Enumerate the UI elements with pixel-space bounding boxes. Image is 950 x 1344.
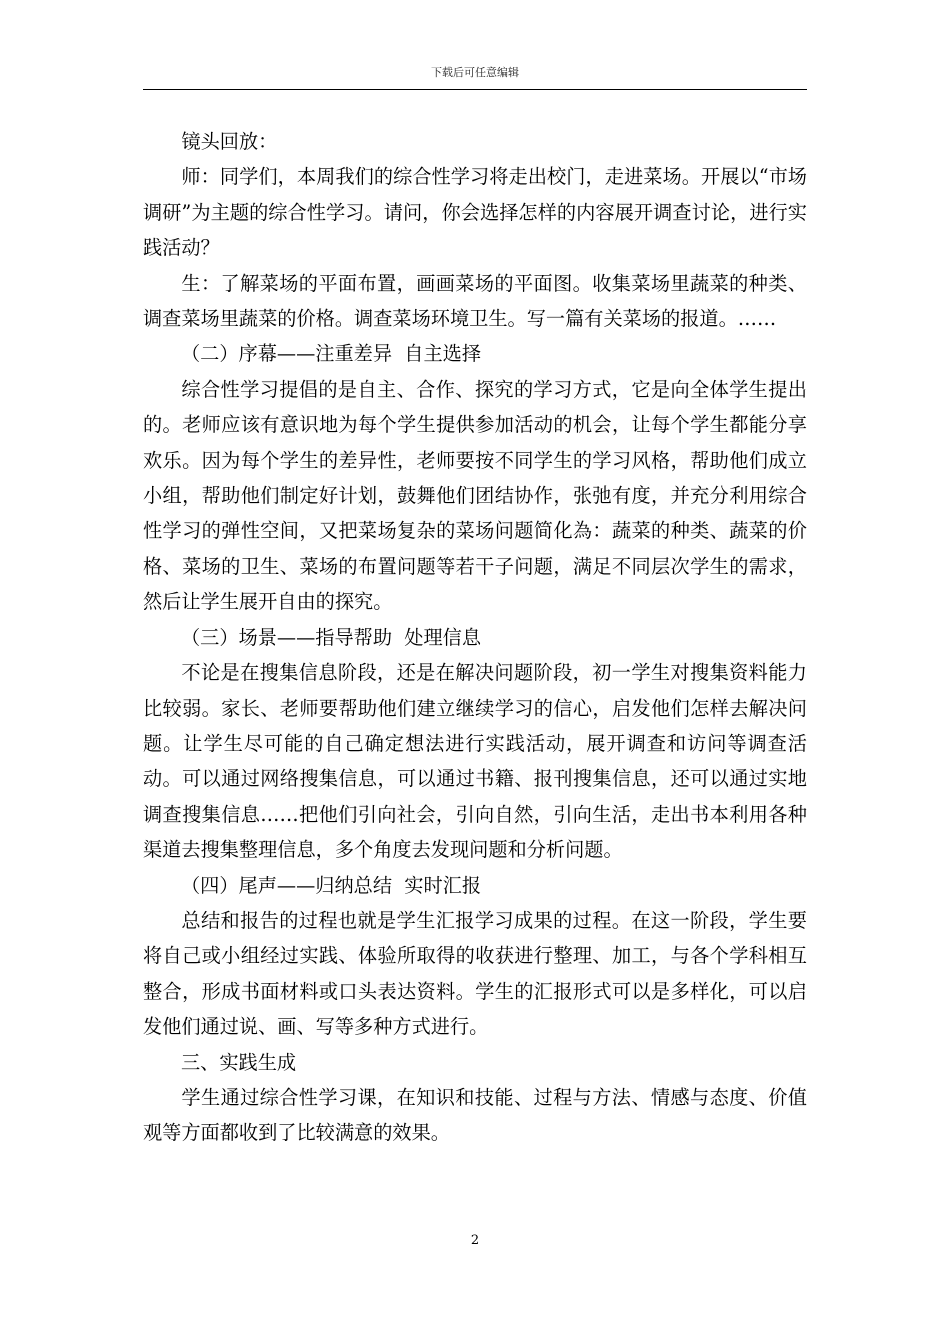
paragraph-practice: 学生通过综合性学习课，在知识和技能、过程与方法、情感与态度、价值观等方面都收到了比较满意的效果。 xyxy=(143,1085,807,1145)
page-number: 2 xyxy=(470,1233,480,1248)
paragraph-ending: 总结和报告的过程也就是学生汇报学习成果的过程。在这一阶段，学生要将自己或小组经过实践、体验所取得的收获进行整理、加工，与各个学科相互整合，形成书面材料或口头表达资料。学生的汇报形式可以是多样化，可以启发他们通过说、画、写等多种方式进行。 xyxy=(143,908,807,1039)
page-header: 下载后可任意编辑 xyxy=(431,66,519,79)
paragraph-student-answer: 生：了解菜场的平面布置，画画菜场的平面图。收集菜场里蔬菜的种类、调查菜场里蔬菜的价格。调查菜场环境卫生。写一篇有关菜场的报道。…… xyxy=(143,271,807,331)
document-body xyxy=(143,124,807,1151)
section-heading-practice: 三、实践生成 xyxy=(181,1050,297,1074)
paragraph-replay-label: 镜头回放： xyxy=(181,130,278,153)
paragraph-scene: 不论是在搜集信息阶段，还是在解决问题阶段，初一学生对搜集资料能力比较弱。家长、老师要帮助他们建立继续学习的信心，启发他们怎样去解决问题。让学生尽可能的自己确定想法进行实践活动，展开调查和访问等调查活动。可以通过网络搜集信息，可以通过书籍、报刊搜集信息，还可以通过实地调查搜集信息……把他们引向社会，引向自然，引向生活，走出书本利用各种渠道去搜集整理信息，多个角度去发现问题和分析问题。 xyxy=(143,661,807,862)
paragraph-teacher-question: 师：同学们，本周我们的综合性学习将走出校门，走进菜场。开展以“市场调研”为主题的综合性学习。请问，你会选择怎样的内容展开调查讨论，进行实践活动？ xyxy=(143,165,807,260)
section-heading-ending: （四）尾声——归纳总结 实时汇报 xyxy=(181,873,482,897)
section-heading-scene: （三）场景——指导帮助 处理信息 xyxy=(181,625,482,649)
header-divider xyxy=(143,89,807,90)
paragraph-prelude: 综合性学习提倡的是自主、合作、探究的学习方式，它是向全体学生提出的。老师应该有意识地为每个学生提供参加活动的机会，让每个学生都能分享欢乐。因为每个学生的差异性，老师要按不同学生的学习风格，帮助他们成立小组，帮助他们制定好计划，鼓舞他们团结协作，张弛有度，并充分利用综合性学习的弹性空间，又把菜场复杂的菜场问题简化為：蔬菜的种类、蔬菜的价格、菜场的卫生、菜场的布置问题等若干子问题，满足不同层次学生的需求，然后让学生展开自由的探究。 xyxy=(143,377,807,614)
section-heading-prelude: （二）序幕——注重差异 自主选择 xyxy=(181,342,482,366)
